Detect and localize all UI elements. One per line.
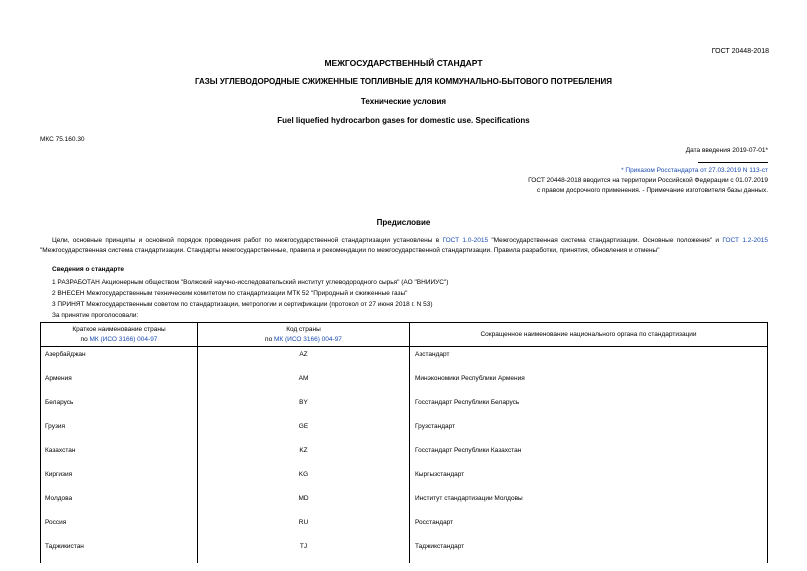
country-cell: Молдова	[41, 491, 198, 515]
body-cell: Азстандарт	[410, 347, 768, 372]
body-cell: Таджикстандарт	[410, 539, 768, 563]
document-code: ГОСТ 20448-2018	[711, 48, 769, 55]
table-row	[41, 539, 768, 563]
body-cell: Росстандарт	[410, 515, 768, 539]
footnote-divider	[698, 162, 768, 163]
footnote-order-link[interactable]: * Приказом Росстандарта от 27.03.2019 N 113-ст	[621, 167, 768, 174]
table-row	[41, 443, 768, 467]
code-cell: RU	[198, 515, 410, 539]
code-cell: KZ	[198, 443, 410, 467]
table-row	[41, 491, 768, 515]
info-item-developed: 1 РАЗРАБОТАН Акционерным обществом "Волжский научно-исследовательский институт углеводородного сырья" (АО "ВНИИУС")	[52, 279, 449, 286]
preface-text-end: "Межгосударственная система стандартизации. Стандарты межгосударственные, правила и рекомендации по межгосударственной стандартизации. Правила разработки, принятия, обновления и отмены"	[40, 247, 660, 254]
table-row	[41, 371, 768, 395]
body-cell: Институт стандартизации Молдовы	[410, 491, 768, 515]
voting-countries-table	[40, 322, 768, 563]
table-row	[41, 419, 768, 443]
info-item-introduced: 2 ВНЕСЕН Межгосударственным техническим комитетом по стандартизации МТК 52 "Природный и сжиженные газы"	[52, 290, 408, 297]
header-national-body: Сокращенное наименование национального органа по стандартизации	[410, 323, 768, 347]
english-title: Fuel liquefied hydrocarbon gases for domestic use. Specifications	[277, 116, 530, 125]
code-cell: BY	[198, 395, 410, 419]
header-country-code: Код страны по МК (ИСО 3166) 004-97	[198, 323, 410, 347]
code-cell: AM	[198, 371, 410, 395]
standard-title: ГАЗЫ УГЛЕВОДОРОДНЫЕ СЖИЖЕННЫЕ ТОПЛИВНЫЕ ДЛЯ КОММУНАЛЬНО-БЫТОВОГО ПОТРЕБЛЕНИЯ	[194, 77, 613, 86]
mks-code: МКС 75.160.30	[40, 136, 85, 143]
mk-iso-link[interactable]: МК (ИСО 3166) 004-97	[274, 335, 342, 343]
country-cell: Россия	[41, 515, 198, 539]
info-item-adopted: 3 ПРИНЯТ Межгосударственным советом по стандартизации, метрологии и сертификации (протокол от 27 июня 2018 г. N 53)	[52, 301, 433, 308]
country-cell: Грузия	[41, 419, 198, 443]
preface-heading: Предисловие	[376, 218, 431, 227]
mk-iso-link[interactable]: МК (ИСО 3166) 004-97	[89, 335, 158, 343]
country-cell: Казахстан	[41, 443, 198, 467]
gost-1-0-link[interactable]: ГОСТ 1.0-2015	[442, 237, 489, 244]
table-header-row	[41, 323, 768, 347]
header-country-name: Краткое наименование страны по МК (ИСО 3166) 004-97	[41, 323, 198, 347]
gost-1-2-link[interactable]: ГОСТ 1.2-2015	[722, 237, 768, 244]
table-row	[41, 515, 768, 539]
body-cell: Минэкономики Республики Армения	[410, 371, 768, 395]
code-cell: MD	[198, 491, 410, 515]
code-cell: GE	[198, 419, 410, 443]
preface-text-start: Цели, основные принципы и основной порядок проведения работ по межгосударственной стандартизации установлены в	[52, 237, 443, 244]
standard-subtitle: Технические условия	[360, 97, 447, 106]
intro-date: Дата введения 2019-07-01*	[685, 147, 768, 154]
body-cell: Грузстандарт	[410, 419, 768, 443]
code-cell: KG	[198, 467, 410, 491]
footnote-text: ГОСТ 20448-2018 вводится на территории Российской Федерации с 01.07.2019	[528, 177, 768, 184]
country-cell: Азербайджан	[41, 347, 198, 372]
body-cell: Госстандарт Республики Беларусь	[410, 395, 768, 419]
body-cell: Кыргызстандарт	[410, 467, 768, 491]
footnote-note: с правом досрочного применения. - Примечание изготовителя базы данных.	[536, 187, 768, 194]
table-row	[41, 347, 768, 372]
table-row	[41, 395, 768, 419]
country-cell: Беларусь	[41, 395, 198, 419]
standard-info-heading: Сведения о стандарте	[52, 266, 125, 273]
body-cell: Госстандарт Республики Казахстан	[410, 443, 768, 467]
country-cell: Армения	[41, 371, 198, 395]
interstate-standard-title: МЕЖГОСУДАРСТВЕННЫЙ СТАНДАРТ	[324, 58, 483, 68]
code-cell: TJ	[198, 539, 410, 563]
code-cell: AZ	[198, 347, 410, 372]
country-cell: Киргизия	[41, 467, 198, 491]
preface-text-mid: "Межгосударственная система стандартизации. Основные положения" и	[488, 237, 723, 244]
country-cell: Таджикистан	[41, 539, 198, 563]
preface-paragraph	[40, 236, 768, 256]
info-item-voted: За принятие проголосовали:	[52, 312, 139, 319]
table-row	[41, 467, 768, 491]
